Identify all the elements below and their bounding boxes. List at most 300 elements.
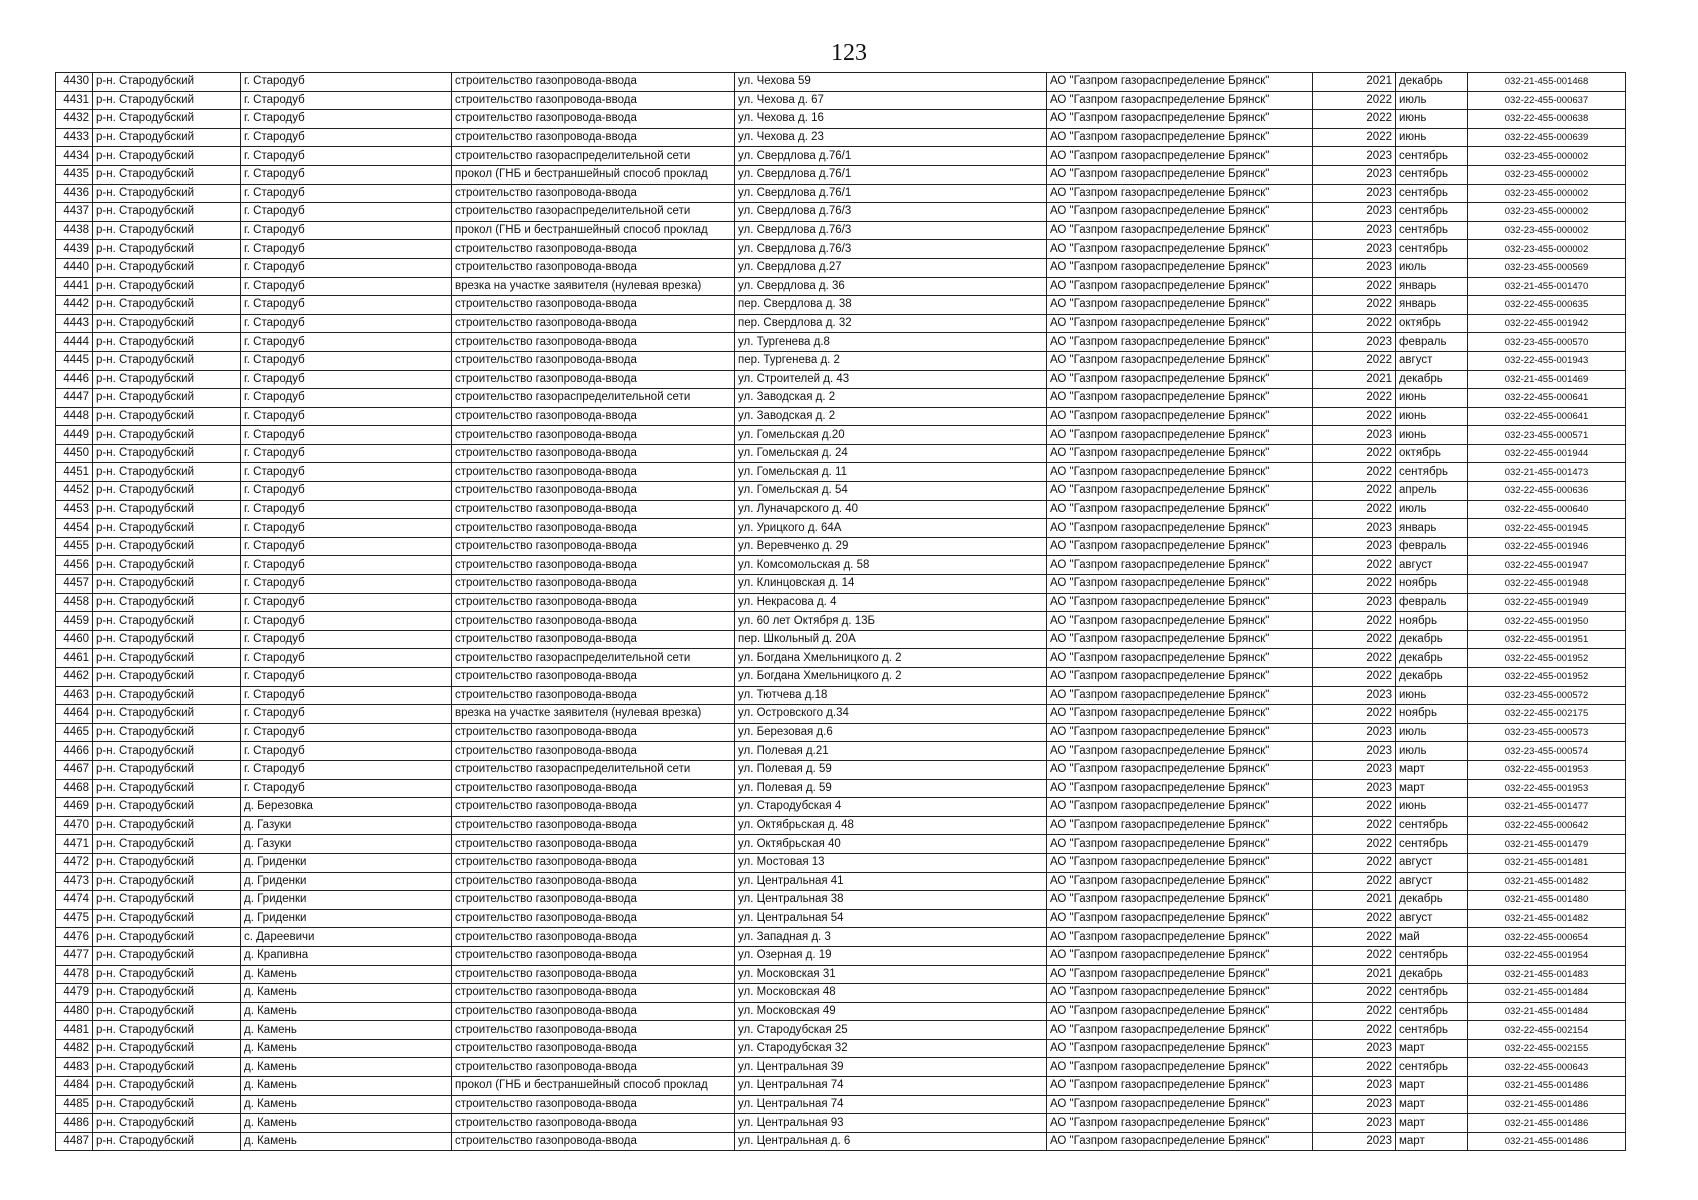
settlement-cell: г. Стародуб — [241, 705, 452, 724]
address-cell: ул. Центральная д. 6 — [735, 1132, 1047, 1151]
settlement-cell: д. Камень — [241, 1058, 452, 1077]
address-cell: ул. Луначарского д. 40 — [735, 500, 1047, 519]
year-cell: 2021 — [1313, 73, 1396, 92]
table-row — [56, 370, 1626, 389]
address-cell: ул. Гомельская д. 11 — [735, 463, 1047, 482]
settlement-cell: г. Стародуб — [241, 110, 452, 129]
contract-code-cell: 032-21-455-001482 — [1468, 909, 1626, 928]
organization-cell: АО "Газпром газораспределение Брянск" — [1047, 73, 1313, 92]
table-row — [56, 816, 1626, 835]
settlement-cell: г. Стародуб — [241, 370, 452, 389]
settlement-cell: г. Стародуб — [241, 686, 452, 705]
work-type-cell: строительство газопровода-ввода — [452, 1095, 735, 1114]
settlement-cell: г. Стародуб — [241, 630, 452, 649]
organization-cell: АО "Газпром газораспределение Брянск" — [1047, 1039, 1313, 1058]
settlement-cell: г. Стародуб — [241, 593, 452, 612]
table-row — [56, 407, 1626, 426]
month-cell: июль — [1396, 723, 1468, 742]
work-type-cell: прокол (ГНБ и бестраншейный способ проклад — [452, 1077, 735, 1096]
contract-code-cell: 032-23-455-000570 — [1468, 333, 1626, 352]
row-number-cell: 4483 — [56, 1058, 93, 1077]
table-row — [56, 128, 1626, 147]
organization-cell: АО "Газпром газораспределение Брянск" — [1047, 351, 1313, 370]
address-cell: ул. Урицкого д. 64А — [735, 519, 1047, 538]
table-row — [56, 928, 1626, 947]
work-type-cell: строительство газопровода-ввода — [452, 1002, 735, 1021]
contract-code-cell: 032-22-455-000643 — [1468, 1058, 1626, 1077]
row-number-cell: 4459 — [56, 612, 93, 631]
address-cell: ул. Стародубская 32 — [735, 1039, 1047, 1058]
month-cell: июнь — [1396, 128, 1468, 147]
row-number-cell: 4436 — [56, 184, 93, 203]
contract-code-cell: 032-22-455-001947 — [1468, 556, 1626, 575]
month-cell: сентябрь — [1396, 463, 1468, 482]
table-row — [56, 73, 1626, 92]
row-number-cell: 4446 — [56, 370, 93, 389]
address-cell: ул. Гомельская д.20 — [735, 426, 1047, 445]
work-type-cell: строительство газопровода-ввода — [452, 444, 735, 463]
contract-code-cell: 032-22-455-001950 — [1468, 612, 1626, 631]
year-cell: 2023 — [1313, 221, 1396, 240]
settlement-cell: д. Камень — [241, 965, 452, 984]
year-cell: 2023 — [1313, 1077, 1396, 1096]
year-cell: 2022 — [1313, 575, 1396, 594]
district-cell: р-н. Стародубский — [93, 723, 241, 742]
contract-code-cell: 032-22-455-000639 — [1468, 128, 1626, 147]
month-cell: август — [1396, 909, 1468, 928]
contract-code-cell: 032-21-455-001483 — [1468, 965, 1626, 984]
work-type-cell: строительство газопровода-ввода — [452, 928, 735, 947]
district-cell: р-н. Стародубский — [93, 277, 241, 296]
work-type-cell: строительство газопровода-ввода — [452, 1058, 735, 1077]
row-number-cell: 4480 — [56, 1002, 93, 1021]
settlement-cell: д. Гриденки — [241, 872, 452, 891]
settlement-cell: г. Стародуб — [241, 556, 452, 575]
contract-code-cell: 032-23-455-000002 — [1468, 147, 1626, 166]
work-type-cell: строительство газопровода-ввода — [452, 184, 735, 203]
table-row — [56, 909, 1626, 928]
table-row — [56, 110, 1626, 129]
table-row — [56, 184, 1626, 203]
organization-cell: АО "Газпром газораспределение Брянск" — [1047, 407, 1313, 426]
organization-cell: АО "Газпром газораспределение Брянск" — [1047, 444, 1313, 463]
month-cell: март — [1396, 1077, 1468, 1096]
organization-cell: АО "Газпром газораспределение Брянск" — [1047, 240, 1313, 259]
table-row — [56, 984, 1626, 1003]
work-type-cell: строительство газопровода-ввода — [452, 258, 735, 277]
organization-cell: АО "Газпром газораспределение Брянск" — [1047, 184, 1313, 203]
organization-cell: АО "Газпром газораспределение Брянск" — [1047, 575, 1313, 594]
work-type-cell: строительство газопровода-ввода — [452, 909, 735, 928]
address-cell: ул. Московская 49 — [735, 1002, 1047, 1021]
settlement-cell: д. Газуки — [241, 816, 452, 835]
district-cell: р-н. Стародубский — [93, 128, 241, 147]
organization-cell: АО "Газпром газораспределение Брянск" — [1047, 946, 1313, 965]
month-cell: декабрь — [1396, 965, 1468, 984]
year-cell: 2022 — [1313, 835, 1396, 854]
work-type-cell: строительство газопровода-ввода — [452, 816, 735, 835]
year-cell: 2021 — [1313, 370, 1396, 389]
settlement-cell: г. Стародуб — [241, 779, 452, 798]
table-row — [56, 891, 1626, 910]
row-number-cell: 4467 — [56, 760, 93, 779]
settlement-cell: г. Стародуб — [241, 426, 452, 445]
work-type-cell: строительство газопровода-ввода — [452, 351, 735, 370]
table-row — [56, 779, 1626, 798]
organization-cell: АО "Газпром газораспределение Брянск" — [1047, 482, 1313, 501]
work-type-cell: строительство газопровода-ввода — [452, 984, 735, 1003]
table-row — [56, 668, 1626, 687]
organization-cell: АО "Газпром газораспределение Брянск" — [1047, 426, 1313, 445]
work-type-cell: строительство газопровода-ввода — [452, 128, 735, 147]
address-cell: ул. Центральная 74 — [735, 1095, 1047, 1114]
address-cell: пер. Школьный д. 20А — [735, 630, 1047, 649]
year-cell: 2022 — [1313, 798, 1396, 817]
work-type-cell: строительство газораспределительной сети — [452, 649, 735, 668]
row-number-cell: 4438 — [56, 221, 93, 240]
district-cell: р-н. Стародубский — [93, 240, 241, 259]
row-number-cell: 4462 — [56, 668, 93, 687]
district-cell: р-н. Стародубский — [93, 389, 241, 408]
address-cell: ул. Центральная 41 — [735, 872, 1047, 891]
table-row — [56, 500, 1626, 519]
contract-code-cell: 032-22-455-001946 — [1468, 537, 1626, 556]
settlement-cell: г. Стародуб — [241, 184, 452, 203]
district-cell: р-н. Стародубский — [93, 984, 241, 1003]
month-cell: декабрь — [1396, 630, 1468, 649]
year-cell: 2022 — [1313, 128, 1396, 147]
organization-cell: АО "Газпром газораспределение Брянск" — [1047, 221, 1313, 240]
table-row — [56, 853, 1626, 872]
organization-cell: АО "Газпром газораспределение Брянск" — [1047, 1077, 1313, 1096]
month-cell: январь — [1396, 277, 1468, 296]
settlement-cell: г. Стародуб — [241, 333, 452, 352]
table-row — [56, 333, 1626, 352]
contract-code-cell: 032-22-455-002154 — [1468, 1021, 1626, 1040]
address-cell: ул. Стародубская 4 — [735, 798, 1047, 817]
year-cell: 2022 — [1313, 91, 1396, 110]
settlement-cell: г. Стародуб — [241, 742, 452, 761]
month-cell: июнь — [1396, 426, 1468, 445]
district-cell: р-н. Стародубский — [93, 1058, 241, 1077]
district-cell: р-н. Стародубский — [93, 575, 241, 594]
month-cell: июнь — [1396, 407, 1468, 426]
address-cell: ул. Клинцовская д. 14 — [735, 575, 1047, 594]
year-cell: 2022 — [1313, 110, 1396, 129]
work-type-cell: строительство газопровода-ввода — [452, 612, 735, 631]
address-cell: ул. Центральная 74 — [735, 1077, 1047, 1096]
month-cell: март — [1396, 1114, 1468, 1133]
work-type-cell: строительство газопровода-ввода — [452, 73, 735, 92]
work-type-cell: строительство газопровода-ввода — [452, 463, 735, 482]
work-type-cell: строительство газопровода-ввода — [452, 519, 735, 538]
settlement-cell: д. Камень — [241, 1132, 452, 1151]
settlement-cell: г. Стародуб — [241, 482, 452, 501]
contract-code-cell: 032-22-455-000636 — [1468, 482, 1626, 501]
table-row — [56, 593, 1626, 612]
address-cell: ул. Гомельская д. 24 — [735, 444, 1047, 463]
row-number-cell: 4445 — [56, 351, 93, 370]
year-cell: 2023 — [1313, 333, 1396, 352]
month-cell: сентябрь — [1396, 203, 1468, 222]
table-row — [56, 798, 1626, 817]
organization-cell: АО "Газпром газораспределение Брянск" — [1047, 705, 1313, 724]
work-type-cell: строительство газопровода-ввода — [452, 742, 735, 761]
organization-cell: АО "Газпром газораспределение Брянск" — [1047, 277, 1313, 296]
settlement-cell: г. Стародуб — [241, 519, 452, 538]
month-cell: август — [1396, 556, 1468, 575]
contract-code-cell: 032-23-455-000571 — [1468, 426, 1626, 445]
month-cell: сентябрь — [1396, 984, 1468, 1003]
row-number-cell: 4486 — [56, 1114, 93, 1133]
address-cell: ул. Комсомольская д. 58 — [735, 556, 1047, 575]
row-number-cell: 4444 — [56, 333, 93, 352]
contract-code-cell: 032-22-455-001952 — [1468, 649, 1626, 668]
month-cell: март — [1396, 1095, 1468, 1114]
address-cell: ул. Свердлова д.76/1 — [735, 147, 1047, 166]
row-number-cell: 4469 — [56, 798, 93, 817]
work-type-cell: строительство газопровода-ввода — [452, 370, 735, 389]
district-cell: р-н. Стародубский — [93, 612, 241, 631]
row-number-cell: 4430 — [56, 73, 93, 92]
table-row — [56, 686, 1626, 705]
work-type-cell: строительство газопровода-ввода — [452, 556, 735, 575]
address-cell: ул. Стародубская 25 — [735, 1021, 1047, 1040]
district-cell: р-н. Стародубский — [93, 1039, 241, 1058]
address-cell: ул. Тургенева д.8 — [735, 333, 1047, 352]
row-number-cell: 4465 — [56, 723, 93, 742]
row-number-cell: 4453 — [56, 500, 93, 519]
work-type-cell: строительство газопровода-ввода — [452, 537, 735, 556]
table-row — [56, 946, 1626, 965]
settlement-cell: г. Стародуб — [241, 258, 452, 277]
address-cell: ул. Полевая д. 59 — [735, 760, 1047, 779]
table-row — [56, 258, 1626, 277]
district-cell: р-н. Стародубский — [93, 1095, 241, 1114]
settlement-cell: д. Камень — [241, 1039, 452, 1058]
settlement-cell: г. Стародуб — [241, 73, 452, 92]
row-number-cell: 4440 — [56, 258, 93, 277]
district-cell: р-н. Стародубский — [93, 909, 241, 928]
year-cell: 2023 — [1313, 1132, 1396, 1151]
district-cell: р-н. Стародубский — [93, 649, 241, 668]
row-number-cell: 4458 — [56, 593, 93, 612]
table-row — [56, 389, 1626, 408]
month-cell: январь — [1396, 296, 1468, 315]
district-cell: р-н. Стародубский — [93, 1077, 241, 1096]
year-cell: 2022 — [1313, 1021, 1396, 1040]
row-number-cell: 4482 — [56, 1039, 93, 1058]
contract-code-cell: 032-23-455-000002 — [1468, 221, 1626, 240]
organization-cell: АО "Газпром газораспределение Брянск" — [1047, 760, 1313, 779]
month-cell: октябрь — [1396, 444, 1468, 463]
year-cell: 2022 — [1313, 705, 1396, 724]
row-number-cell: 4466 — [56, 742, 93, 761]
district-cell: р-н. Стародубский — [93, 835, 241, 854]
district-cell: р-н. Стародубский — [93, 1002, 241, 1021]
organization-cell: АО "Газпром газораспределение Брянск" — [1047, 463, 1313, 482]
address-cell: ул. Тютчева д.18 — [735, 686, 1047, 705]
month-cell: июль — [1396, 91, 1468, 110]
row-number-cell: 4481 — [56, 1021, 93, 1040]
contract-code-cell: 032-21-455-001468 — [1468, 73, 1626, 92]
district-cell: р-н. Стародубский — [93, 537, 241, 556]
work-type-cell: строительство газопровода-ввода — [452, 426, 735, 445]
row-number-cell: 4451 — [56, 463, 93, 482]
district-cell: р-н. Стародубский — [93, 165, 241, 184]
contract-code-cell: 032-23-455-000574 — [1468, 742, 1626, 761]
table-row — [56, 575, 1626, 594]
district-cell: р-н. Стародубский — [93, 333, 241, 352]
address-cell: ул. Свердлова д.76/1 — [735, 165, 1047, 184]
contract-code-cell: 032-22-455-000641 — [1468, 389, 1626, 408]
address-cell: ул. Октябрьская 40 — [735, 835, 1047, 854]
contract-code-cell: 032-21-455-001477 — [1468, 798, 1626, 817]
settlement-cell: г. Стародуб — [241, 723, 452, 742]
district-cell: р-н. Стародубский — [93, 872, 241, 891]
work-type-cell: строительство газораспределительной сети — [452, 203, 735, 222]
year-cell: 2023 — [1313, 779, 1396, 798]
settlement-cell: д. Гриденки — [241, 853, 452, 872]
contract-code-cell: 032-22-455-002175 — [1468, 705, 1626, 724]
month-cell: март — [1396, 1039, 1468, 1058]
settlement-cell: г. Стародуб — [241, 537, 452, 556]
settlement-cell: д. Гриденки — [241, 891, 452, 910]
contract-code-cell: 032-23-455-000569 — [1468, 258, 1626, 277]
organization-cell: АО "Газпром газораспределение Брянск" — [1047, 593, 1313, 612]
month-cell: март — [1396, 1132, 1468, 1151]
address-cell: ул. Чехова д. 67 — [735, 91, 1047, 110]
year-cell: 2023 — [1313, 258, 1396, 277]
year-cell: 2023 — [1313, 742, 1396, 761]
contract-code-cell: 032-22-455-000635 — [1468, 296, 1626, 315]
month-cell: июнь — [1396, 110, 1468, 129]
year-cell: 2023 — [1313, 1095, 1396, 1114]
month-cell: сентябрь — [1396, 221, 1468, 240]
organization-cell: АО "Газпром газораспределение Брянск" — [1047, 203, 1313, 222]
year-cell: 2023 — [1313, 184, 1396, 203]
organization-cell: АО "Газпром газораспределение Брянск" — [1047, 1132, 1313, 1151]
row-number-cell: 4477 — [56, 946, 93, 965]
table-row — [56, 463, 1626, 482]
contract-code-cell: 032-23-455-000002 — [1468, 240, 1626, 259]
row-number-cell: 4450 — [56, 444, 93, 463]
address-cell: ул. Свердлова д.76/3 — [735, 203, 1047, 222]
address-cell: ул. Московская 48 — [735, 984, 1047, 1003]
year-cell: 2022 — [1313, 482, 1396, 501]
row-number-cell: 4475 — [56, 909, 93, 928]
settlement-cell: г. Стародуб — [241, 203, 452, 222]
row-number-cell: 4473 — [56, 872, 93, 891]
settlement-cell: г. Стародуб — [241, 389, 452, 408]
year-cell: 2022 — [1313, 630, 1396, 649]
row-number-cell: 4478 — [56, 965, 93, 984]
table-row — [56, 1114, 1626, 1133]
month-cell: ноябрь — [1396, 575, 1468, 594]
settlement-cell: д. Камень — [241, 1021, 452, 1040]
month-cell: декабрь — [1396, 649, 1468, 668]
district-cell: р-н. Стародубский — [93, 593, 241, 612]
month-cell: июль — [1396, 500, 1468, 519]
address-cell: ул. Чехова д. 16 — [735, 110, 1047, 129]
settlement-cell: д. Березовка — [241, 798, 452, 817]
district-cell: р-н. Стародубский — [93, 444, 241, 463]
table-row — [56, 203, 1626, 222]
district-cell: р-н. Стародубский — [93, 110, 241, 129]
year-cell: 2023 — [1313, 240, 1396, 259]
work-type-cell: строительство газопровода-ввода — [452, 333, 735, 352]
contract-code-cell: 032-22-455-001952 — [1468, 668, 1626, 687]
table-row — [56, 723, 1626, 742]
month-cell: сентябрь — [1396, 1058, 1468, 1077]
contract-code-cell: 032-22-455-001951 — [1468, 630, 1626, 649]
address-cell: ул. Чехова 59 — [735, 73, 1047, 92]
district-cell: р-н. Стародубский — [93, 482, 241, 501]
year-cell: 2022 — [1313, 444, 1396, 463]
contract-code-cell: 032-21-455-001470 — [1468, 277, 1626, 296]
row-number-cell: 4452 — [56, 482, 93, 501]
contract-code-cell: 032-23-455-000002 — [1468, 184, 1626, 203]
settlement-cell: д. Камень — [241, 1114, 452, 1133]
organization-cell: АО "Газпром газораспределение Брянск" — [1047, 110, 1313, 129]
settlement-cell: д. Крапивна — [241, 946, 452, 965]
table-row — [56, 147, 1626, 166]
address-cell: пер. Тургенева д. 2 — [735, 351, 1047, 370]
year-cell: 2022 — [1313, 296, 1396, 315]
address-cell: ул. Заводская д. 2 — [735, 389, 1047, 408]
table-row — [56, 556, 1626, 575]
row-number-cell: 4471 — [56, 835, 93, 854]
month-cell: октябрь — [1396, 314, 1468, 333]
work-type-cell: строительство газораспределительной сети — [452, 147, 735, 166]
organization-cell: АО "Газпром газораспределение Брянск" — [1047, 91, 1313, 110]
table-row — [56, 482, 1626, 501]
table-row — [56, 742, 1626, 761]
row-number-cell: 4441 — [56, 277, 93, 296]
settlement-cell: г. Стародуб — [241, 760, 452, 779]
organization-cell: АО "Газпром газораспределение Брянск" — [1047, 165, 1313, 184]
contract-code-cell: 032-21-455-001469 — [1468, 370, 1626, 389]
work-type-cell: прокол (ГНБ и бестраншейный способ проклад — [452, 165, 735, 184]
address-cell: ул. Богдана Хмельницкого д. 2 — [735, 649, 1047, 668]
contract-code-cell: 032-21-455-001482 — [1468, 872, 1626, 891]
organization-cell: АО "Газпром газораспределение Брянск" — [1047, 630, 1313, 649]
district-cell: р-н. Стародубский — [93, 500, 241, 519]
month-cell: январь — [1396, 519, 1468, 538]
organization-cell: АО "Газпром газораспределение Брянск" — [1047, 370, 1313, 389]
address-cell: ул. Заводская д. 2 — [735, 407, 1047, 426]
address-cell: ул. Свердлова д.76/3 — [735, 240, 1047, 259]
month-cell: февраль — [1396, 333, 1468, 352]
settlement-cell: г. Стародуб — [241, 314, 452, 333]
address-cell: ул. Островского д.34 — [735, 705, 1047, 724]
settlement-cell: д. Камень — [241, 1002, 452, 1021]
organization-cell: АО "Газпром газораспределение Брянск" — [1047, 686, 1313, 705]
district-cell: р-н. Стародубский — [93, 296, 241, 315]
year-cell: 2023 — [1313, 1114, 1396, 1133]
district-cell: р-н. Стародубский — [93, 426, 241, 445]
month-cell: март — [1396, 760, 1468, 779]
table-row — [56, 612, 1626, 631]
month-cell: февраль — [1396, 593, 1468, 612]
year-cell: 2023 — [1313, 147, 1396, 166]
row-number-cell: 4461 — [56, 649, 93, 668]
row-number-cell: 4468 — [56, 779, 93, 798]
table-row — [56, 351, 1626, 370]
year-cell: 2022 — [1313, 984, 1396, 1003]
address-cell: ул. 60 лет Октября д. 13Б — [735, 612, 1047, 631]
row-number-cell: 4485 — [56, 1095, 93, 1114]
